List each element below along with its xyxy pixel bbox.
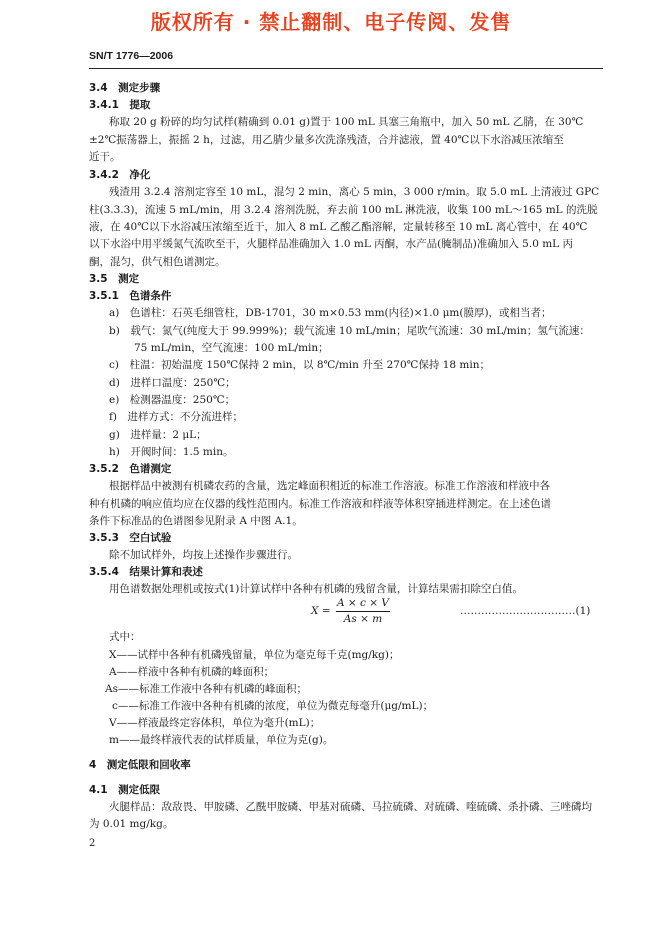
list-item: f) 进样方式：不分流进样； (109, 411, 243, 423)
page-number: 2 (89, 838, 96, 849)
section-heading: 3.5.2 色谱测定 (89, 463, 172, 475)
variable-definition: m——最终样液代表的试样质量，单位为克(g)。 (109, 734, 334, 746)
list-item: h) 开阀时间：1.5 min。 (109, 446, 234, 458)
equation-number: ……………………………(1) (460, 605, 591, 617)
body-line: 条件下标准品的色谱图参见附录 A 中图 A.1。 (89, 515, 303, 527)
body-line: 火腿样品：敌敌畏、甲胺磷、乙酰甲胺磷、甲基对硫磷、马拉硫磷、对硫磷、喹硫磷、杀扑磷、三唑磷均 (109, 801, 592, 813)
formula-lhs: X = (311, 605, 331, 617)
variable-definition: c——标准工作液中各种有机磷的浓度，单位为微克每毫升(μg/mL)； (112, 700, 434, 712)
list-item: c) 柱温：初始温度 150℃保持 2 min，以 8℃/min 升至 270℃保持 18 min； (109, 359, 490, 371)
variable-definition: As——标准工作液中各种有机磷的峰面积； (105, 683, 307, 695)
section-heading: 3.5.1 色谱条件 (89, 290, 172, 302)
section-heading: 3.5 测定 (89, 273, 140, 285)
list-item: g) 进样量：2 μL； (109, 429, 207, 441)
section-heading: 3.4.1 提取 (89, 99, 151, 111)
body-line: 种有机磷的响应值均应在仪器的线性范围内。标准工作溶液和样液等体积穿插进样测定。在上述色谱 (89, 498, 551, 510)
formula-numerator: A × c × V (337, 597, 389, 609)
list-item: b) 载气：氮气(纯度大于 99.999%)；载气流速 10 mL/min；尾吹气流速：30 mL/min；氢气流速： (109, 325, 590, 337)
body-line: 除不加试样外，均按上述操作步骤进行。 (109, 549, 298, 561)
variable-definition: X——试样中各种有机磷残留量，单位为毫克每千克(mg/kg)； (109, 649, 400, 661)
body-line: 液，在 40℃以下水浴减压浓缩至近干，加入 8 mL 乙酸乙酯溶解，定量转移至 10 mL 离心管中，在 40℃ (89, 221, 588, 233)
section-heading: 3.5.3 空白试验 (89, 532, 172, 544)
list-item: a) 色谱柱：石英毛细管柱，DB-1701，30 m×0.53 mm(内径)×1.0 μm(膜厚)，或相当者； (109, 307, 552, 319)
body-line: 式中： (109, 631, 141, 643)
body-line: 柱(3.3.3)，流速 5 mL/min，用 3.2.4 溶剂洗脱，弃去前 100 mL 淋洗液，收集 100 mL～165 mL 的洗脱 (89, 204, 598, 216)
body-line: 用色谱数据处理机或按式(1)计算试样中各种有机磷的残留含量，计算结果需扣除空白值。 (109, 583, 523, 595)
body-line: 称取 20 g 粉碎的均匀试样(精确到 0.01 g)置于 100 mL 具塞三角瓶中，加入 50 mL 乙腈，在 30℃ (109, 116, 584, 128)
list-item: e) 检测器温度：250℃； (109, 394, 236, 406)
list-item: d) 进样口温度：250℃； (109, 377, 236, 389)
section-heading: 3.4 测定步骤 (89, 82, 161, 94)
section-heading: 3.4.2 净化 (89, 169, 151, 181)
body-line: 酮，混匀，供气相色谱测定。 (89, 256, 226, 268)
section-heading: 4 测定低限和回收率 (89, 759, 191, 771)
body-line: 近干。 (89, 151, 121, 163)
watermark: 版权所有 · 禁止翻制、电子传阅、发售 (150, 10, 512, 34)
standard-number: SN/T 1776—2006 (89, 50, 174, 62)
body-line: 为 0.01 mg/kg。 (89, 818, 174, 830)
section-heading: 3.5.4 结果计算和表述 (89, 566, 203, 578)
formula-denominator: As × m (343, 613, 383, 625)
body-line: 根据样品中被测有机磷农药的含量，选定峰面积相近的标准工作溶液。标准工作溶液和样液中各 (109, 480, 550, 492)
body-line: ±2℃振荡器上，振摇 2 h，过滤，用乙腈少量多次洗涤残渣，合并滤液，置 40℃以下水浴减压浓缩至 (89, 134, 564, 146)
header-rule (89, 68, 603, 69)
body-line: 以下水浴中用平缓氮气流吹至干，火腿样品准确加入 1.0 mL 丙酮，水产品(腌制品)准确加入 5.0 mL 丙 (89, 238, 573, 250)
variable-definition: A——样液中各种有机磷的峰面积； (109, 666, 275, 678)
variable-definition: V——样液最终定容体积，单位为毫升(mL)； (109, 717, 321, 729)
body-line: 残渣用 3.2.4 溶剂定容至 10 mL，混匀 2 min，离心 5 min，3 000 r/min。取 5.0 mL 上清液过 GPC (109, 186, 600, 198)
section-heading: 4.1 测定低限 (89, 784, 161, 796)
list-item-continued: 75 mL/min，空气流速：100 mL/min； (134, 342, 329, 354)
